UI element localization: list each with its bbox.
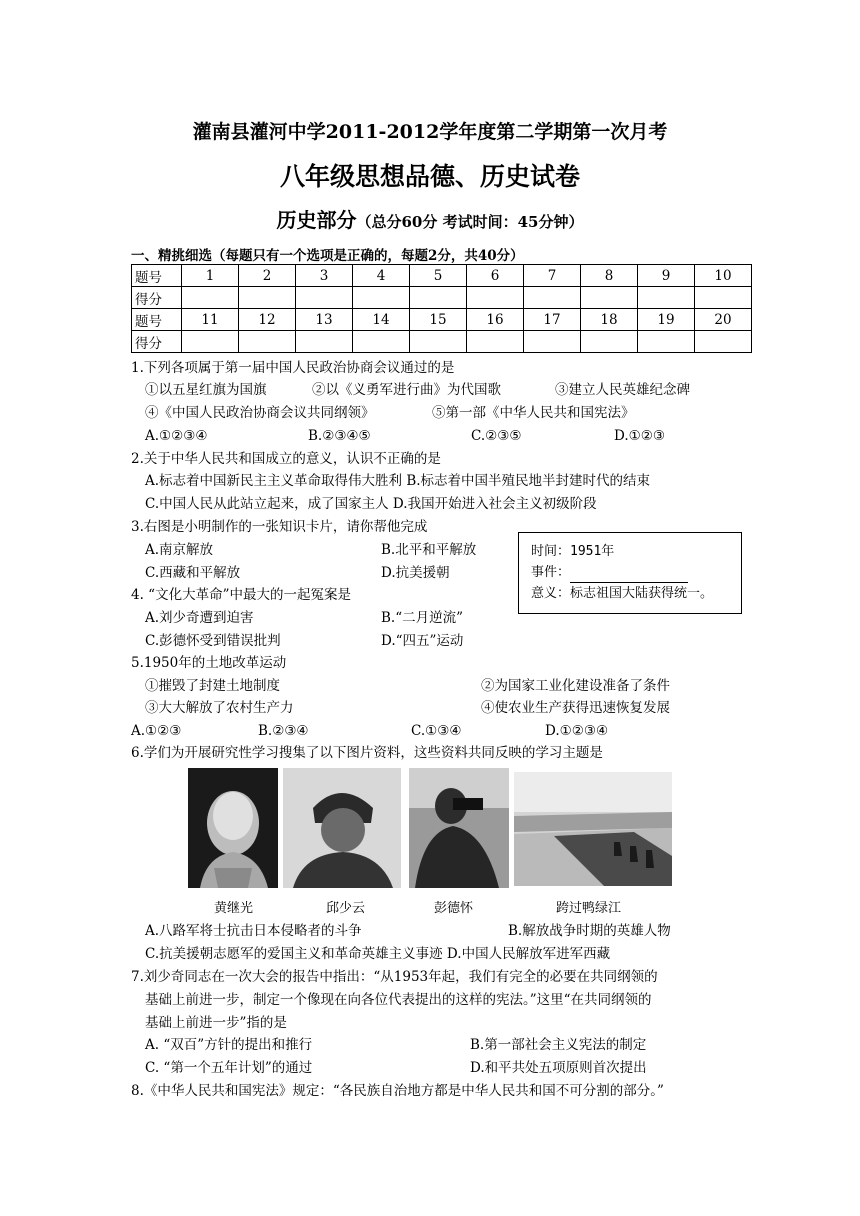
portrait-photo-3	[409, 768, 509, 888]
section-heading-sub: （总分60分 考试时间：45分钟）	[356, 213, 584, 231]
score-cell[interactable]	[467, 331, 524, 353]
q5-item: ④使农业生产获得迅速恢复发展	[481, 700, 670, 716]
paper-title: 八年级思想品德、历史试卷	[279, 162, 580, 191]
q7-option[interactable]: B.第一部社会主义宪法的制定	[470, 1037, 647, 1053]
q5-option[interactable]: B.②③④	[258, 723, 309, 739]
q3-stem: 3.右图是小明制作的一张知识卡片，请你帮他完成	[131, 519, 428, 535]
card-event-label: 事件：	[531, 565, 571, 580]
q2-options-line[interactable]: A.标志着中国新民主主义革命取得伟大胜利 B.标志着中国半殖民地半封建时代的结束	[145, 473, 651, 489]
q1-item: ③建立人民英雄纪念碑	[555, 382, 690, 398]
q5-stem: 5.1950年的土地改革运动	[131, 655, 287, 671]
q2-options-line[interactable]: C.中国人民从此站立起来，成了国家主人 D.我国开始进入社会主义初级阶段	[145, 496, 597, 512]
table-cell: 17	[524, 309, 581, 331]
q5-item: ①摧毁了封建土地制度	[145, 678, 280, 694]
score-cell[interactable]	[467, 287, 524, 309]
q1-stem: 1.下列各项属于第一届中国人民政治协商会议通过的是	[131, 360, 455, 376]
table-cell: 19	[638, 309, 695, 331]
q2-stem: 2.关于中华人民共和国成立的意义，认识不正确的是	[131, 451, 441, 467]
table-label: 得分	[132, 287, 182, 309]
table-cell: 1	[182, 265, 239, 287]
table-cell: 11	[182, 309, 239, 331]
knowledge-card	[518, 532, 742, 614]
table-cell: 18	[581, 309, 638, 331]
q6-option[interactable]: B.解放战争时期的英雄人物	[508, 923, 671, 939]
q4-option[interactable]: B.“二月逆流”	[381, 610, 464, 626]
table-cell: 12	[239, 309, 296, 331]
q1-item: ②以《义勇军进行曲》为代国歌	[312, 382, 501, 398]
q4-option[interactable]: A.刘少奇遭到迫害	[145, 610, 254, 626]
table-row	[132, 331, 752, 353]
q5-option[interactable]: D.①②③④	[545, 723, 609, 739]
table-cell: 13	[296, 309, 353, 331]
section1-title: 一、精挑细选（每题只有一个选项是正确的，每题2分，共40分）	[131, 248, 524, 264]
q1-item: ①以五星红旗为国旗	[145, 382, 267, 398]
table-cell: 20	[695, 309, 752, 331]
q1-option[interactable]: C.②③⑤	[471, 428, 522, 444]
table-row	[132, 287, 752, 309]
card-time: 时间：1951年	[531, 544, 615, 559]
score-cell[interactable]	[296, 287, 353, 309]
q7-stem: 7.刘少奇同志在一次大会的报告中指出：“从1953年起，我们有完全的必要在共同纲领的	[131, 969, 658, 985]
q8-stem: 8.《中华人民共和国宪法》规定：“各民族自治地方都是中华人民共和国不可分割的部分。”	[131, 1083, 664, 1099]
table-label: 得分	[132, 331, 182, 353]
q3-option[interactable]: A.南京解放	[145, 542, 214, 558]
q3-option[interactable]: B.北平和平解放	[381, 542, 477, 558]
q5-item: ②为国家工业化建设准备了条件	[481, 678, 670, 694]
school-exam-title: 灌南县灌河中学2011-2012学年度第二学期第一次月考	[192, 121, 668, 143]
q4-stem: 4. “文化大革命”中最大的一起冤案是	[131, 587, 351, 603]
score-cell[interactable]	[695, 287, 752, 309]
section-heading	[0, 204, 860, 233]
card-meaning: 意义：标志祖国大陆获得统一。	[531, 586, 714, 601]
q7-stem: 基础上前进一步”指的是	[145, 1015, 287, 1031]
table-cell: 16	[467, 309, 524, 331]
photo-caption: 黄继光	[214, 901, 254, 916]
score-cell[interactable]	[182, 331, 239, 353]
q6-option[interactable]: C.抗美援朝志愿军的爱国主义和革命英雄主义事迹 D.中国人民解放军进军西藏	[145, 946, 611, 962]
q1-option[interactable]: B.②③④⑤	[308, 428, 371, 444]
q1-item: ④《中国人民政治协商会议共同纲领》	[145, 405, 375, 421]
score-cell[interactable]	[182, 287, 239, 309]
q5-option[interactable]: A.①②③	[131, 723, 182, 739]
photo-caption: 彭德怀	[434, 901, 474, 916]
q7-option[interactable]: A. “双百”方针的提出和推行	[145, 1037, 313, 1053]
q6-option[interactable]: A.八路军将士抗击日本侵略者的斗争	[145, 923, 362, 939]
table-cell: 7	[524, 265, 581, 287]
score-cell[interactable]	[695, 331, 752, 353]
q7-stem: 基础上前进一步，制定一个像现在向各位代表提出的这样的宪法。”这里“在共同纲领的	[145, 992, 652, 1008]
score-cell[interactable]	[638, 287, 695, 309]
table-cell: 10	[695, 265, 752, 287]
table-cell: 8	[581, 265, 638, 287]
q5-item: ③大大解放了农村生产力	[145, 700, 294, 716]
score-cell[interactable]	[581, 287, 638, 309]
q6-stem: 6.学们为开展研究性学习搜集了以下图片资料，这些资料共同反映的学习主题是	[131, 745, 603, 761]
q1-item: ⑤第一部《中华人民共和国宪法》	[432, 405, 635, 421]
section-heading-main: 历史部分	[276, 208, 357, 232]
score-cell[interactable]	[353, 331, 410, 353]
score-cell[interactable]	[410, 287, 467, 309]
score-cell[interactable]	[239, 287, 296, 309]
table-cell: 5	[410, 265, 467, 287]
photo-caption: 邱少云	[326, 901, 366, 916]
q7-option[interactable]: D.和平共处五项原则首次提出	[470, 1060, 647, 1076]
score-cell[interactable]	[296, 331, 353, 353]
table-label: 题号	[132, 309, 182, 331]
table-cell: 4	[353, 265, 410, 287]
table-row	[132, 265, 752, 287]
card-event-blank[interactable]	[570, 568, 688, 583]
score-cell[interactable]	[581, 331, 638, 353]
q3-option[interactable]: C.西藏和平解放	[145, 565, 241, 581]
score-cell[interactable]	[239, 331, 296, 353]
q1-option[interactable]: A.①②③④	[145, 428, 208, 444]
score-cell[interactable]	[638, 331, 695, 353]
score-cell[interactable]	[524, 287, 581, 309]
card-event	[519, 562, 741, 583]
table-cell: 3	[296, 265, 353, 287]
score-table	[131, 264, 752, 353]
portrait-photo-1	[188, 768, 278, 888]
photo-caption: 跨过鸭绿江	[556, 901, 622, 916]
river-crossing-photo	[514, 772, 672, 886]
table-cell: 15	[410, 309, 467, 331]
q3-option[interactable]: D.抗美援朝	[381, 565, 450, 581]
score-cell[interactable]	[410, 331, 467, 353]
q7-option[interactable]: C. “第一个五年计划”的通过	[145, 1060, 313, 1076]
q5-option[interactable]: C.①③④	[411, 723, 462, 739]
table-cell: 9	[638, 265, 695, 287]
table-label: 题号	[132, 265, 182, 287]
portrait-photo-2	[283, 768, 401, 888]
q4-option[interactable]: D.“四五”运动	[381, 633, 464, 649]
q4-option[interactable]: C.彭德怀受到错误批判	[145, 633, 281, 649]
table-cell: 14	[353, 309, 410, 331]
score-cell[interactable]	[524, 331, 581, 353]
table-cell: 6	[467, 265, 524, 287]
table-row	[132, 309, 752, 331]
score-cell[interactable]	[353, 287, 410, 309]
table-cell: 2	[239, 265, 296, 287]
q1-option[interactable]: D.①②③	[614, 428, 665, 444]
